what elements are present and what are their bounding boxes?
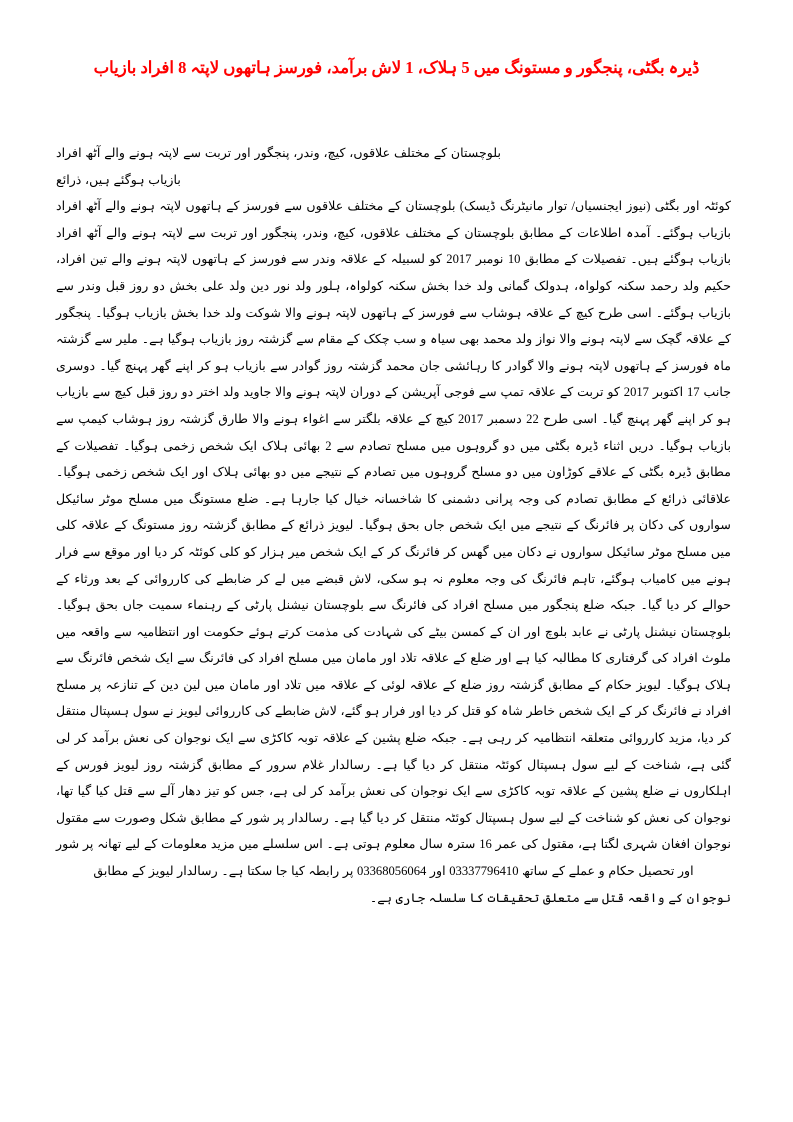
- article-body: [56, 140, 731, 911]
- article-closing-line: نوجوان کے واقعہ قتل سے متعلق تحقیقات کا سلسلہ جاری ہے۔: [369, 890, 731, 905]
- article-main-text: کوئٹہ اور بگٹی (نیوز ایجنسیاں/ توار مانیٹرنگ ڈیسک) بلوچستان کے مختلف علاقوں سے فورسز کے ہاتھوں لاپتہ ہونے والے آٹھ افراد بازیاب ہوگئے۔ آمدہ اطلاعات کے مطابق بلوچستان کے مختلف علاقوں، کیچ، وندر، پنجگور اور تربت سے لاپتہ ہونے والے آٹھ افراد بازیاب ہوگئے ہیں۔ تفصیلات کے مطابق 10 نومبر 2017 کو لسبیلہ کے علاقہ وندر سے فورسز کے ہاتھوں لاپتہ ہونے والے تین افراد، حکیم ولد رحمد سکنہ کولواہ، ہدولک گمانی ولد خدا بخش سکنہ کولواہ، ہلور ولد نور دین ولد علی بخش دو روز قبل وندر سے بازیاب ہوگئے۔ اسی طرح کیچ کے علاقہ ہوشاب سے فورسز کے ہاتھوں لاپتہ ہونے والا شوکت ولد خدا بخش بازیاب ہوگیا۔ پنجگور کے علاقہ گچک سے لاپتہ ہونے والا نواز ولد محمد بھی سیاہ و سب چکک کے مقام سے گزشتہ روز بازیاب ہوگیا ہے۔ ملیر سے گزشتہ ماہ فورسز کے ہاتھوں لاپتہ ہونے والا گوادر کا رہائشی جان محمد گزشتہ روز گوادر سے بازیاب ہو کر اپنے گھر پہنچ گیا۔ دوسری جانب 17 اکتوبر 2017 کو تربت کے علاقہ تمپ سے فوجی آپریشن کے دوران لاپتہ ہونے والا جاوید ولد اختر دو روز قبل کیچ سے بازیاب ہو کر اپنے گھر پہنچ گیا۔ اسی طرح 22 دسمبر 2017 کیچ کے علاقہ بلگتر سے اغواء ہونے والا طارق گزشتہ روز ہوشاب کیمپ سے بازیاب ہوگیا۔ دریں اثناء ڈیرہ بگٹی میں دو گروہوں میں مسلح تصادم سے 2 بھائی ہلاک ایک شخص زخمی ہوگیا۔ تفصیلات کے مطابق ڈیرہ بگٹی کے علاقے کوڑاون میں دو مسلح گروہوں میں تصادم کے نتیجے میں دو بھائی ہلاک اور ایک شخص زخمی ہوگیا۔ علاقائی ذرائع کے مطابق تصادم کی وجہ پرانی دشمنی کا شاخسانہ خیال کیا جارہا ہے۔ ضلع مستونگ میں مسلح موٹر سائیکل سواروں کی دکان پر فائرنگ کے نتیجے میں ایک شخص جاں بحق ہوگیا۔ لیویز ذرائع کے مطابق گزشتہ روز مستونگ کے علاقہ کلی میں مسلح موٹر سائیکل سواروں نے دکان میں گھس کر فائرنگ کر کے ایک شخص میر ہزار کو کلی کوئٹہ کر دیا اور موقع سے فرار ہونے میں کامیاب ہوگئے، تاہم فائرنگ کی وجہ معلوم نہ ہو سکی، لاش قبضے میں لے کر ضابطے کی کارروائی کے بعد ورثاء کے حوالے کر دیا گیا۔ جبکہ ضلع پنجگور میں مسلح افراد کی فائرنگ سے بلوچستان نیشنل پارٹی کے رہنماء سمیت جاں بحق ہوگیا۔ بلوچستان نیشنل پارٹی نے عابد بلوچ اور ان کے کمسن بیٹے کی شہادت کی مذمت کرتے ہوئے حکومت اور انتظامیہ سے واقعہ میں ملوث افراد کی گرفتاری کا مطالبہ کیا ہے اور ضلع کے علاقہ تلاد اور مامان میں مسلح افراد کی فائرنگ سے ایک شخص فائرنگ سے ہلاک ہوگیا۔ لیویز حکام کے مطابق گزشتہ روز ضلع کے علاقہ لوئی کے علاقہ میں تلاد اور مامان میں لین دین کے تنازعہ پر مسلح افراد نے فائرنگ کر کے ایک شخص خاطر شاہ کو قتل کر دیا اور فرار ہو گئے، لاش ضابطے کی کارروائی لیویز نے سول ہسپتال منتقل کر دیا، مزید کارروائی متعلقہ انتظامیہ کر رہی ہے۔ جبکہ ضلع پشین کے علاقہ توبہ کاکڑی سے ایک نوجوان کی نعش برآمد کر لی گئی ہے، شناخت کے لیے سول ہسپتال کوئٹہ منتقل کر دیا گیا ہے۔ رسالدار غلام سرور کے مطابق گزشتہ روز لیویز فورس کے اہلکاروں نے ضلع پشین کے علاقہ توبہ کاکڑی سے ایک نوجوان کی نعش برآمد کر لی ہے، جس کو تیز دھار آلے سے قتل کیا گیا تھا، نوجوان کی نعش کو شناخت کے لیے سول ہسپتال کوئٹہ منتقل کر دیا گیا ہے۔ رسالدار پر شور کے مطابق شکل وصورت سے مقتول نوجوان افغان شہری لگتا ہے، مقتول کی عمر 16 سترہ سال معلوم ہوتی ہے۔ اس سلسلے میں مزید معلومات کے لیے تھانہ پر شور اور تحصیل حکام و عملے کے ساتھ 03337796410 اور 03368056064 پر رابطہ کیا جا سکتا ہے۔ رسالدار لیویز کے مطابق: [56, 199, 732, 879]
- article-paragraph: [56, 140, 731, 911]
- article-lead-line: بلوچستان کے مختلف علاقوں، کیچ، وندر، پنجگور اور تربت سے لاپتہ ہونے والے آٹھ افراد بازیاب ہوگئے ہیں، ذرائع: [56, 146, 501, 187]
- article-headline: ڈیرہ بگٹی، پنجگور و مستونگ میں 5 ہلاک، 1 لاش برآمد، فورسز ہاتھوں لاپتہ 8 افراد بازیاب: [93, 58, 700, 77]
